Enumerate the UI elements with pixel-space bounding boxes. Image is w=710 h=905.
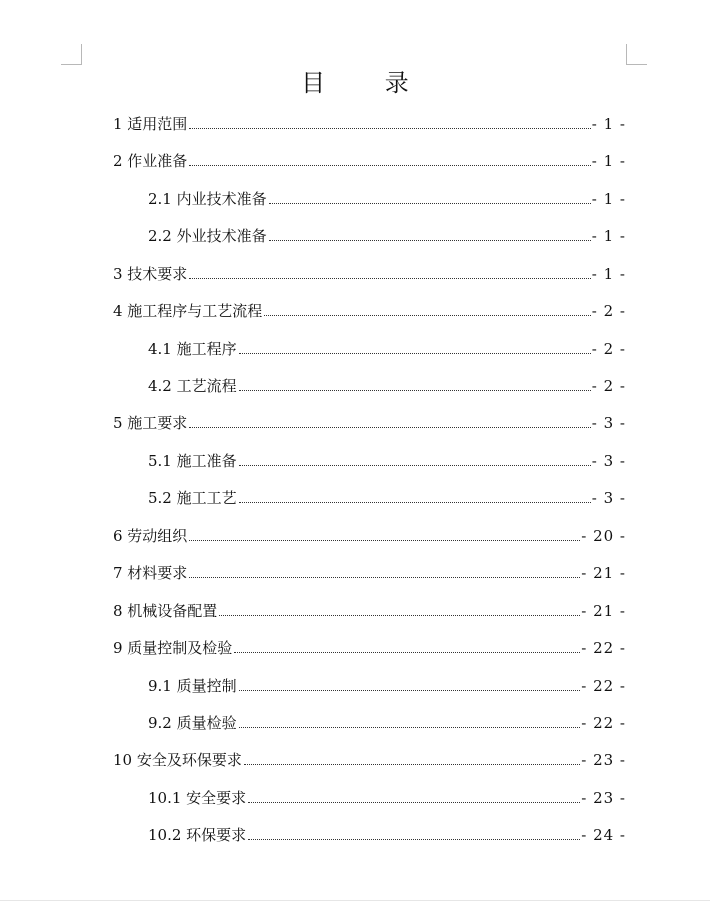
dot-leader xyxy=(239,353,591,354)
toc-entry[interactable] xyxy=(148,371,626,395)
toc-entry-page: - 22 - xyxy=(581,639,626,657)
toc-entry[interactable] xyxy=(148,783,626,807)
toc-entry-page: - 24 - xyxy=(581,826,626,844)
dot-leader xyxy=(248,802,580,803)
toc-entry-page: - 2 - xyxy=(591,377,626,395)
dot-leader xyxy=(189,577,580,578)
toc-entry[interactable] xyxy=(113,109,626,133)
dot-leader xyxy=(248,839,580,840)
toc-entry-label: 7 材料要求 xyxy=(113,564,188,582)
toc-entry[interactable] xyxy=(148,184,626,208)
toc-entry[interactable] xyxy=(148,671,626,695)
toc-entry[interactable] xyxy=(113,596,626,620)
toc-entry[interactable] xyxy=(113,408,626,432)
toc-entry-label: 4.1 施工程序 xyxy=(148,340,237,358)
toc-entry-label: 10 安全及环保要求 xyxy=(113,751,242,769)
dot-leader xyxy=(264,315,590,316)
toc-entry[interactable] xyxy=(113,521,626,545)
toc-entry-label: 4.2 工艺流程 xyxy=(148,377,237,395)
toc-entry-page: - 1 - xyxy=(591,190,626,208)
toc-entry-label: 9.1 质量控制 xyxy=(148,677,237,695)
toc-entry-label: 5.1 施工准备 xyxy=(148,452,237,470)
toc-entry-page: - 3 - xyxy=(591,489,626,507)
dot-leader xyxy=(239,690,581,691)
toc-entry-page: - 22 - xyxy=(581,714,626,732)
dot-leader xyxy=(244,764,580,765)
toc-entry-label: 2 作业准备 xyxy=(113,152,188,170)
toc-entry[interactable] xyxy=(148,483,626,507)
dot-leader xyxy=(189,128,590,129)
dot-leader xyxy=(269,240,591,241)
toc-entry-page: - 2 - xyxy=(591,302,626,320)
toc-entry[interactable] xyxy=(113,296,626,320)
toc-entry[interactable] xyxy=(113,633,626,657)
toc-entry-label: 9 质量控制及检验 xyxy=(113,639,233,657)
toc-entry-label: 4 施工程序与工艺流程 xyxy=(113,302,263,320)
toc-entry-label: 2.1 内业技术准备 xyxy=(148,190,267,208)
toc-entry-page: - 21 - xyxy=(581,602,626,620)
dot-leader xyxy=(239,727,581,728)
toc-entry-page: - 3 - xyxy=(591,414,626,432)
toc-entry[interactable] xyxy=(148,446,626,470)
toc-entry-label: 1 适用范围 xyxy=(113,115,188,133)
dot-leader xyxy=(239,465,591,466)
toc-entry-label: 6 劳动组织 xyxy=(113,527,188,545)
dot-leader xyxy=(219,615,580,616)
toc-entry-label: 5 施工要求 xyxy=(113,414,188,432)
toc-entry-label: 2.2 外业技术准备 xyxy=(148,227,267,245)
toc-entry-page: - 22 - xyxy=(581,677,626,695)
toc-title: 目 录 xyxy=(301,69,435,97)
toc-entry-label: 3 技术要求 xyxy=(113,265,188,283)
toc-entry-page: - 20 - xyxy=(581,527,626,545)
dot-leader xyxy=(189,165,590,166)
toc-entry-page: - 1 - xyxy=(591,265,626,283)
toc-entry-label: 5.2 施工工艺 xyxy=(148,489,237,507)
toc-entry[interactable] xyxy=(148,820,626,844)
toc-entry-label: 9.2 质量检验 xyxy=(148,714,237,732)
toc-entry-page: - 3 - xyxy=(591,452,626,470)
dot-leader xyxy=(234,652,580,653)
toc-entry[interactable] xyxy=(113,558,626,582)
dot-leader xyxy=(239,502,591,503)
toc-entry-label: 10.2 环保要求 xyxy=(148,826,247,844)
dot-leader xyxy=(189,278,590,279)
toc-entry[interactable] xyxy=(113,745,626,769)
toc-entry[interactable] xyxy=(113,259,626,283)
toc-entry-page: - 2 - xyxy=(591,340,626,358)
toc-entry[interactable] xyxy=(113,146,626,170)
dot-leader xyxy=(269,203,591,204)
toc-entry-label: 10.1 安全要求 xyxy=(148,789,247,807)
dot-leader xyxy=(189,540,580,541)
dot-leader xyxy=(239,390,591,391)
toc-entry-page: - 1 - xyxy=(591,152,626,170)
toc-entry-label: 8 机械设备配置 xyxy=(113,602,218,620)
toc-entry[interactable] xyxy=(148,334,626,358)
toc-entry[interactable] xyxy=(148,221,626,245)
dot-leader xyxy=(189,427,590,428)
page-bottom-divider xyxy=(0,900,710,901)
crop-mark-top-right xyxy=(626,44,647,65)
toc-entry-page: - 23 - xyxy=(581,789,626,807)
toc-entry-page: - 21 - xyxy=(581,564,626,582)
crop-mark-top-left xyxy=(61,44,82,65)
toc-entry-page: - 1 - xyxy=(591,115,626,133)
toc-entry-page: - 23 - xyxy=(581,751,626,769)
toc-entry-page: - 1 - xyxy=(591,227,626,245)
toc-entry[interactable] xyxy=(148,708,626,732)
